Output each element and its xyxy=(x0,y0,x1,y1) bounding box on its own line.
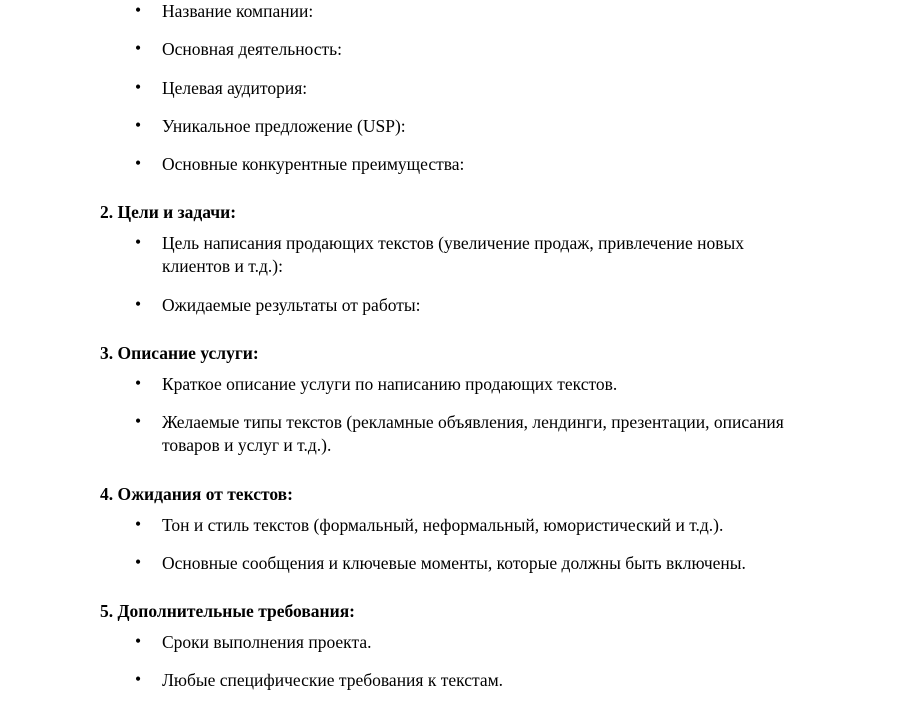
list-item xyxy=(100,669,790,707)
list-item xyxy=(100,38,790,76)
list-item-text: Сроки выполнения проекта. xyxy=(162,631,372,652)
list-item xyxy=(100,294,790,332)
list-item-text: Основные конкурентные преимущества: xyxy=(162,154,465,175)
list-item xyxy=(100,77,790,115)
section-heading-text-expectations: 4. Ожидания от текстов: xyxy=(100,483,293,504)
list-item-text: Ожидаемые результаты от работы: xyxy=(162,294,421,315)
bullet-list-text-expectations xyxy=(100,514,790,591)
list-item-text: Целевая аудитория: xyxy=(162,77,308,98)
list-item-text: Название компании: xyxy=(162,1,314,21)
list-item xyxy=(100,411,790,473)
list-item-text: Уникальное предложение (USP): xyxy=(162,115,406,136)
list-item xyxy=(100,0,790,38)
list-item-text: Краткое описание услуги по написанию продающих текстов. xyxy=(162,373,618,394)
list-item-text: Желаемые типы текстов (рекламные объявления, лендинги, презентации, описания товаров и услуг и т.д.). xyxy=(162,412,784,456)
section-heading-additional-requirements: 5. Дополнительные требования: xyxy=(100,601,356,622)
bullet-list-service-description xyxy=(100,373,790,473)
list-item-text: Любые специфические требования к текстам. xyxy=(162,670,504,691)
list-item xyxy=(100,115,790,153)
bullet-list-company-info xyxy=(100,0,790,191)
section-heading-goals: 2. Цели и задачи: xyxy=(100,202,237,223)
list-item-text: Цель написания продающих текстов (увеличение продаж, привлечение новых клиентов и т.д.): xyxy=(162,233,744,277)
list-item xyxy=(100,552,790,590)
list-item-text: Тон и стиль текстов (формальный, неформальный, юмористический и т.д.). xyxy=(162,514,724,535)
bullet-list-additional-requirements xyxy=(100,631,790,707)
list-item-text: Основные сообщения и ключевые моменты, которые должны быть включены. xyxy=(162,552,746,573)
list-item xyxy=(100,232,790,294)
bullet-list-goals xyxy=(100,232,790,332)
list-item-text: Основная деятельность: xyxy=(162,39,342,60)
list-item xyxy=(100,153,790,191)
section-heading-service-description: 3. Описание услуги: xyxy=(100,343,259,363)
document-body xyxy=(100,0,790,707)
list-item xyxy=(100,631,790,669)
list-item xyxy=(100,373,790,411)
list-item xyxy=(100,514,790,552)
